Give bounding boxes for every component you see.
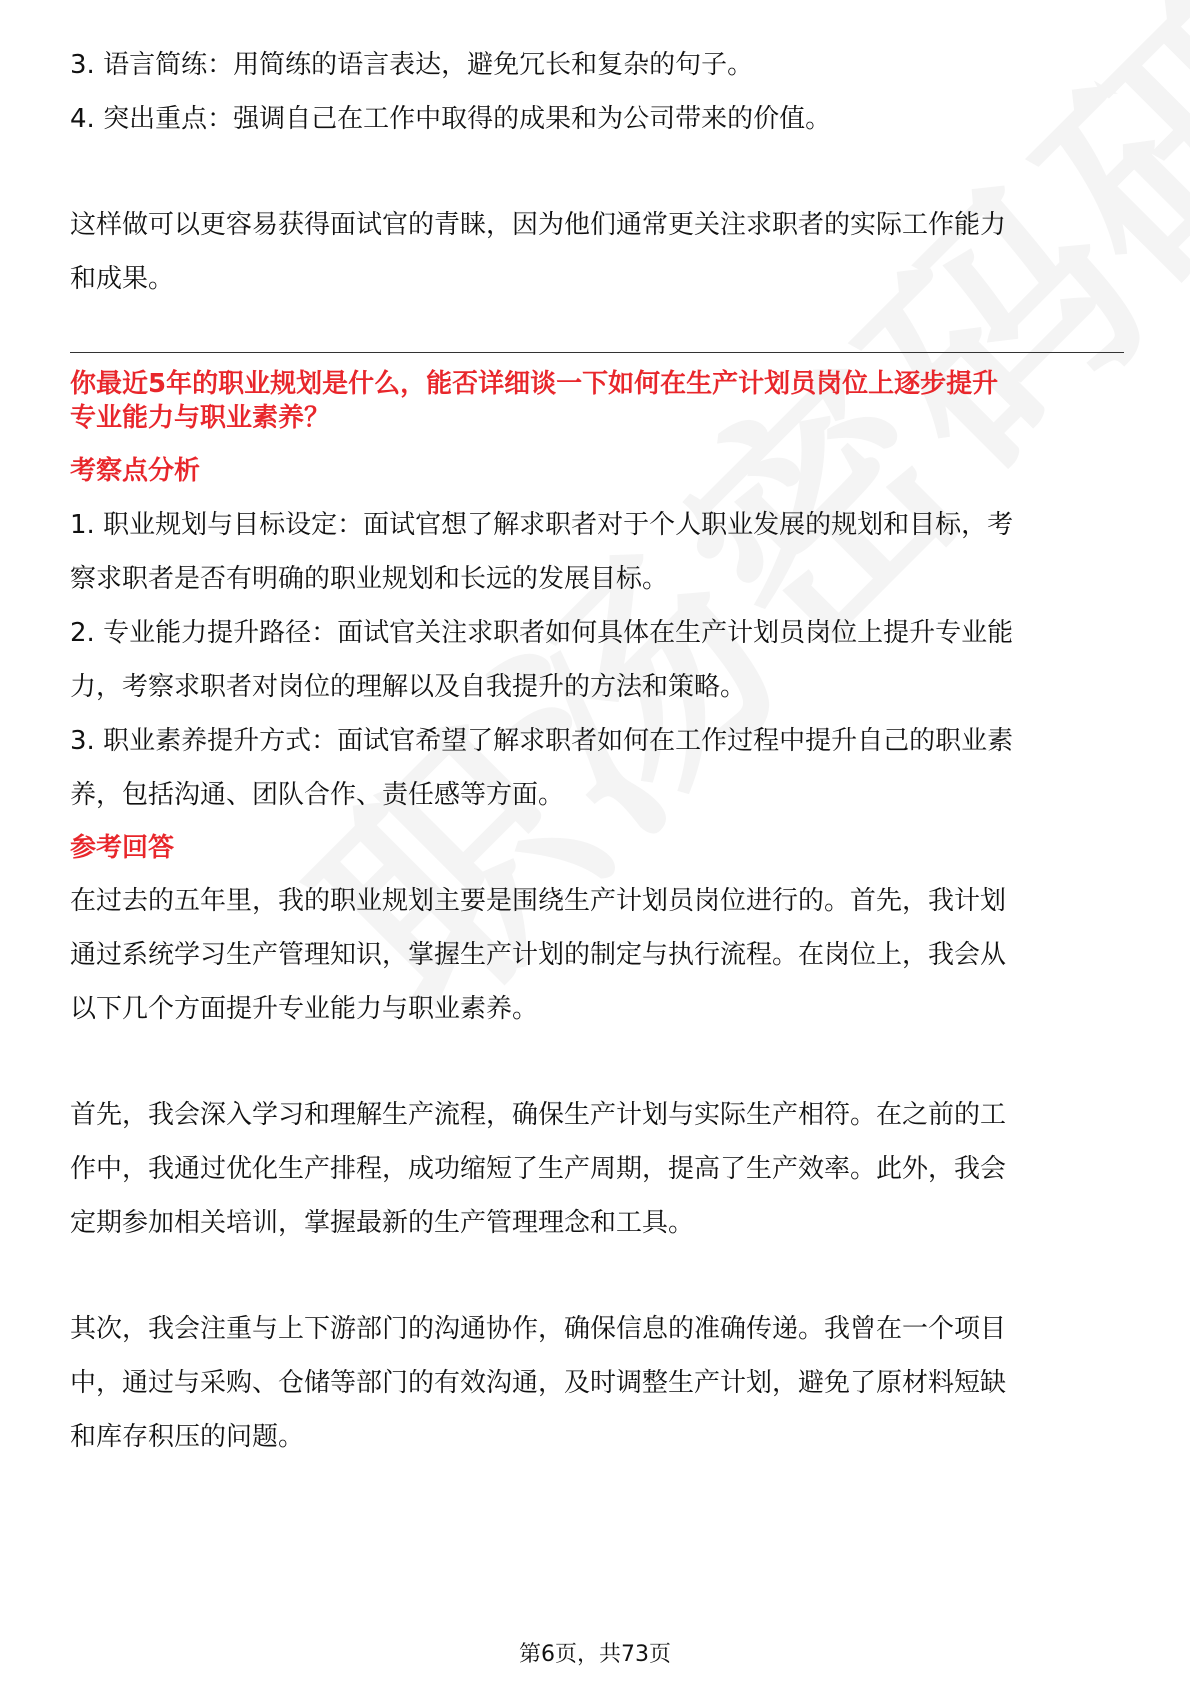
analysis-line: 力，考察求职者对岗位的理解以及自我提升的方法和策略。 xyxy=(70,672,747,702)
answer-line: 作中，我通过优化生产排程，成功缩短了生产周期，提高了生产效率。此外，我会 xyxy=(70,1154,1007,1184)
question-title: 你最近5年的职业规划是什么，能否详细谈一下如何在生产计划员岗位上逐步提升 xyxy=(70,369,999,399)
analysis-line: 察求职者是否有明确的职业规划和长远的发展目标。 xyxy=(70,564,669,594)
question-title: 专业能力与职业素养？ xyxy=(70,403,331,433)
answer-line: 定期参加相关培训，掌握最新的生产管理理念和工具。 xyxy=(70,1208,695,1238)
list-item: 4. 突出重点：强调自己在工作中取得的成果和为公司带来的价值。 xyxy=(70,104,832,134)
list-item: 3. 语言简练：用简练的语言表达，避免冗长和复杂的句子。 xyxy=(70,50,754,80)
answer-line: 中，通过与采购、仓储等部门的有效沟通，及时调整生产计划，避免了原材料短缺 xyxy=(70,1368,1007,1398)
answer-line: 首先，我会深入学习和理解生产流程，确保生产计划与实际生产相符。在之前的工 xyxy=(70,1100,1007,1130)
answer-line: 在过去的五年里，我的职业规划主要是围绕生产计划员岗位进行的。首先，我计划 xyxy=(70,886,1007,916)
analysis-heading: 考察点分析 xyxy=(70,456,201,486)
answer-line: 其次，我会注重与上下游部门的沟通协作，确保信息的准确传递。我曾在一个项目 xyxy=(70,1314,1007,1344)
answer-line: 和库存积压的问题。 xyxy=(70,1422,305,1452)
paragraph-line: 和成果。 xyxy=(70,264,175,294)
answer-line: 通过系统学习生产管理知识，掌握生产计划的制定与执行流程。在岗位上，我会从 xyxy=(70,940,1007,970)
section-divider xyxy=(70,352,1124,353)
answer-line: 以下几个方面提升专业能力与职业素养。 xyxy=(70,994,539,1024)
page-number: 第6页，共73页 xyxy=(519,1642,671,1667)
analysis-line: 3. 职业素养提升方式：面试官希望了解求职者如何在工作过程中提升自己的职业素 xyxy=(70,726,1014,756)
paragraph-line: 这样做可以更容易获得面试官的青睐，因为他们通常更关注求职者的实际工作能力 xyxy=(70,210,1007,240)
analysis-line: 1. 职业规划与目标设定：面试官想了解求职者对于个人职业发展的规划和目标，考 xyxy=(70,510,1014,540)
answer-heading: 参考回答 xyxy=(70,833,175,863)
analysis-line: 2. 专业能力提升路径：面试官关注求职者如何具体在生产计划员岗位上提升专业能 xyxy=(70,618,1014,648)
analysis-line: 养，包括沟通、团队合作、责任感等方面。 xyxy=(70,780,565,810)
